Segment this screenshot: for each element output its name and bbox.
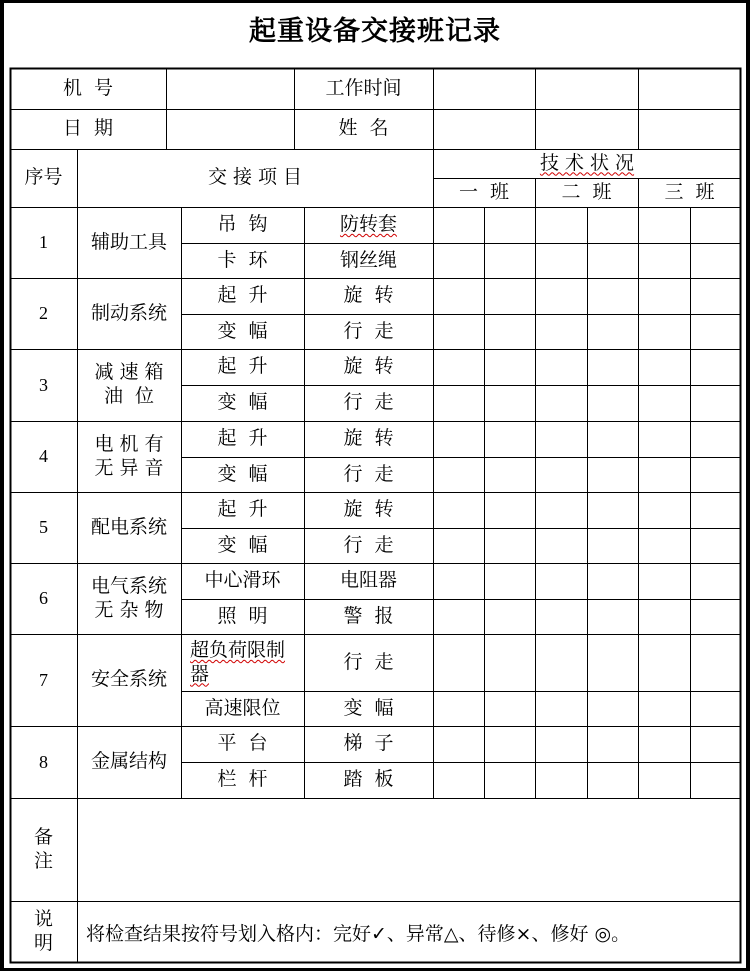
item-cell: 行 走 xyxy=(343,462,394,485)
machine-no-label: 机 号 xyxy=(62,77,114,100)
item-cell: 旋 转 xyxy=(343,498,394,521)
item-cell: 照 明 xyxy=(217,604,268,627)
item-cell: 中心滑环 xyxy=(204,569,281,592)
row-no: 4 xyxy=(39,446,48,467)
shift1-header: 一 班 xyxy=(458,180,510,203)
record-page xyxy=(4,3,746,968)
category-cell: 减 速 箱 油 位 xyxy=(94,361,164,407)
item-cell: 旋 转 xyxy=(343,284,394,307)
row-no: 5 xyxy=(39,517,48,538)
category-cell: 安全系统 xyxy=(90,668,167,691)
item-cell: 行 走 xyxy=(343,319,394,342)
item-cell: 变 幅 xyxy=(217,319,268,342)
item-cell: 行 走 xyxy=(343,650,394,673)
item-cell: 梯 子 xyxy=(343,732,394,755)
item-cell: 电阻器 xyxy=(339,569,397,592)
page-title: 起重设备交接班记录 xyxy=(249,16,501,47)
shift3-header: 三 班 xyxy=(664,180,715,203)
item-cell: 变 幅 xyxy=(343,696,394,719)
item-cell: 变 幅 xyxy=(217,533,268,556)
explain-label: 说 明 xyxy=(33,908,53,954)
item-cell: 起 升 xyxy=(217,355,268,378)
category-cell: 配电系统 xyxy=(90,515,167,538)
name-label: 姓 名 xyxy=(338,117,389,140)
item-cell: 起 升 xyxy=(217,427,268,450)
row-no: 2 xyxy=(39,303,48,324)
remarks-label: 备 注 xyxy=(33,825,53,872)
row-no: 1 xyxy=(39,232,48,253)
shift2-header: 二 班 xyxy=(561,180,612,203)
item-cell: 变 幅 xyxy=(217,462,268,485)
item-cell: 起 升 xyxy=(217,284,268,307)
row-no: 8 xyxy=(39,751,48,772)
item-cell: 高速限位 xyxy=(204,696,281,719)
category-cell: 制动系统 xyxy=(90,301,167,324)
category-cell: 金属结构 xyxy=(90,750,167,773)
row-no: 6 xyxy=(39,588,48,609)
category-cell: 电 机 有 无 异 音 xyxy=(94,432,164,479)
item-cell: 行 走 xyxy=(343,391,394,414)
item-cell: 变 幅 xyxy=(217,391,268,414)
item-cell: 平 台 xyxy=(217,732,268,755)
item-cell: 吊 钩 xyxy=(217,213,268,236)
items-header: 交 接 项 目 xyxy=(207,166,303,189)
item-cell: 钢丝绳 xyxy=(339,248,397,271)
seq-header: 序号 xyxy=(24,166,63,189)
item-cell: 起 升 xyxy=(217,498,268,521)
work-time-label: 工作时间 xyxy=(325,77,402,100)
category-cell: 辅助工具 xyxy=(90,230,167,253)
item-cell: 卡 环 xyxy=(217,248,268,271)
item-cell: 防转套 xyxy=(339,213,397,236)
item-cell: 栏 杆 xyxy=(217,768,268,791)
row-no: 7 xyxy=(39,669,48,690)
explain-text: 将检查结果按符号划入格内：完好✓、异常△、待修×、修好 ◎。 xyxy=(86,922,631,945)
row-no: 3 xyxy=(39,374,48,395)
item-cell: 行 走 xyxy=(343,533,394,556)
item-cell: 旋 转 xyxy=(343,427,394,450)
item-cell: 踏 板 xyxy=(343,768,394,791)
item-cell: 警 报 xyxy=(343,604,394,627)
item-cell: 超负荷限制 器 xyxy=(190,638,286,685)
category-cell: 电气系统 无 杂 物 xyxy=(90,574,167,621)
date-label: 日 期 xyxy=(62,117,114,140)
item-cell: 旋 转 xyxy=(343,355,394,378)
tech-status-header: 技 术 状 况 xyxy=(539,151,635,174)
